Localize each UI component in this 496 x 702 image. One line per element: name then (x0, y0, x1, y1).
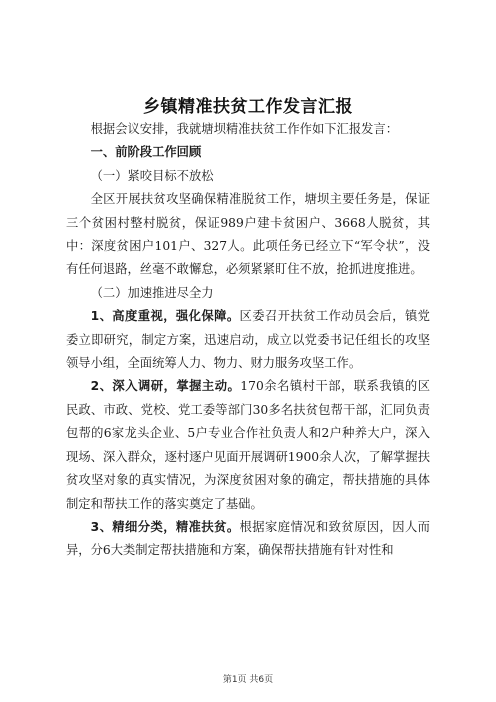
page-footer: 第1页 共6页 (222, 675, 274, 685)
item-lead-2: 2、深入调研，掌握主动。 (90, 379, 241, 394)
item-paragraph-2 (66, 375, 430, 515)
item-paragraph-3 (66, 516, 430, 563)
item-lead-3: 3、精细分类，精准扶贫。 (90, 519, 240, 534)
section-heading-1: 一、前阶段工作回顾 (90, 145, 202, 160)
item-body-3: 根据家庭情况和致贫原因，因人而异，分6大类制定帮扶措施和方案，确保帮扶措施有针对性和 (66, 519, 430, 558)
subsection-heading-1: （一）紧咬目标不放松 (90, 168, 214, 183)
intro-paragraph: 根据会议安排，我就塘坝精准扶贫工作作如下汇报发言： (90, 122, 399, 136)
subsection-paragraph-1: 全区开展扶贫攻坚确保精准脱贫工作，塘坝主要任务是，保证三个贫困村整村脱贫，保证989户建卡贫困户、3668人脱贫，其中：深度贫困户101户、327人。此项任务已经立下“军令状”，没有任何退路，丝毫不敢懈怠，必须紧紧盯住不放，抢抓进度推进。 (66, 192, 430, 277)
item-body-1: 区委召开扶贫工作动员会后，镇党委立即研究，制定方案，迅速启动，成立以党委书记任组长的攻坚领导小组，全面统筹人力、物力、财力服务攻坚工作。 (66, 309, 430, 371)
item-lead-1: 1、高度重视，强化保障。 (90, 309, 240, 324)
document-title: 乡镇精准扶贫工作发言汇报 (143, 97, 353, 117)
document-body (66, 118, 430, 563)
item-body-2: 170余名镇村干部，联系我镇的区民政、市政、党校、党工委等部门30多名扶贫包帮干部，汇同负责包帮的6家龙头企业、5户专业合作社负责人和2户种养大户，深入现场、深入群众，逐村逐户见面开展调研1900余人次，了解掌握扶贫攻坚对象的真实情况，为深度贫困对象的确定，帮扶措施的具体制定和帮扶工作的落实奠定了基础。 (66, 379, 430, 511)
subsection-heading-2: （二）加速推进尽全力 (90, 285, 214, 300)
item-paragraph-1 (66, 305, 430, 375)
